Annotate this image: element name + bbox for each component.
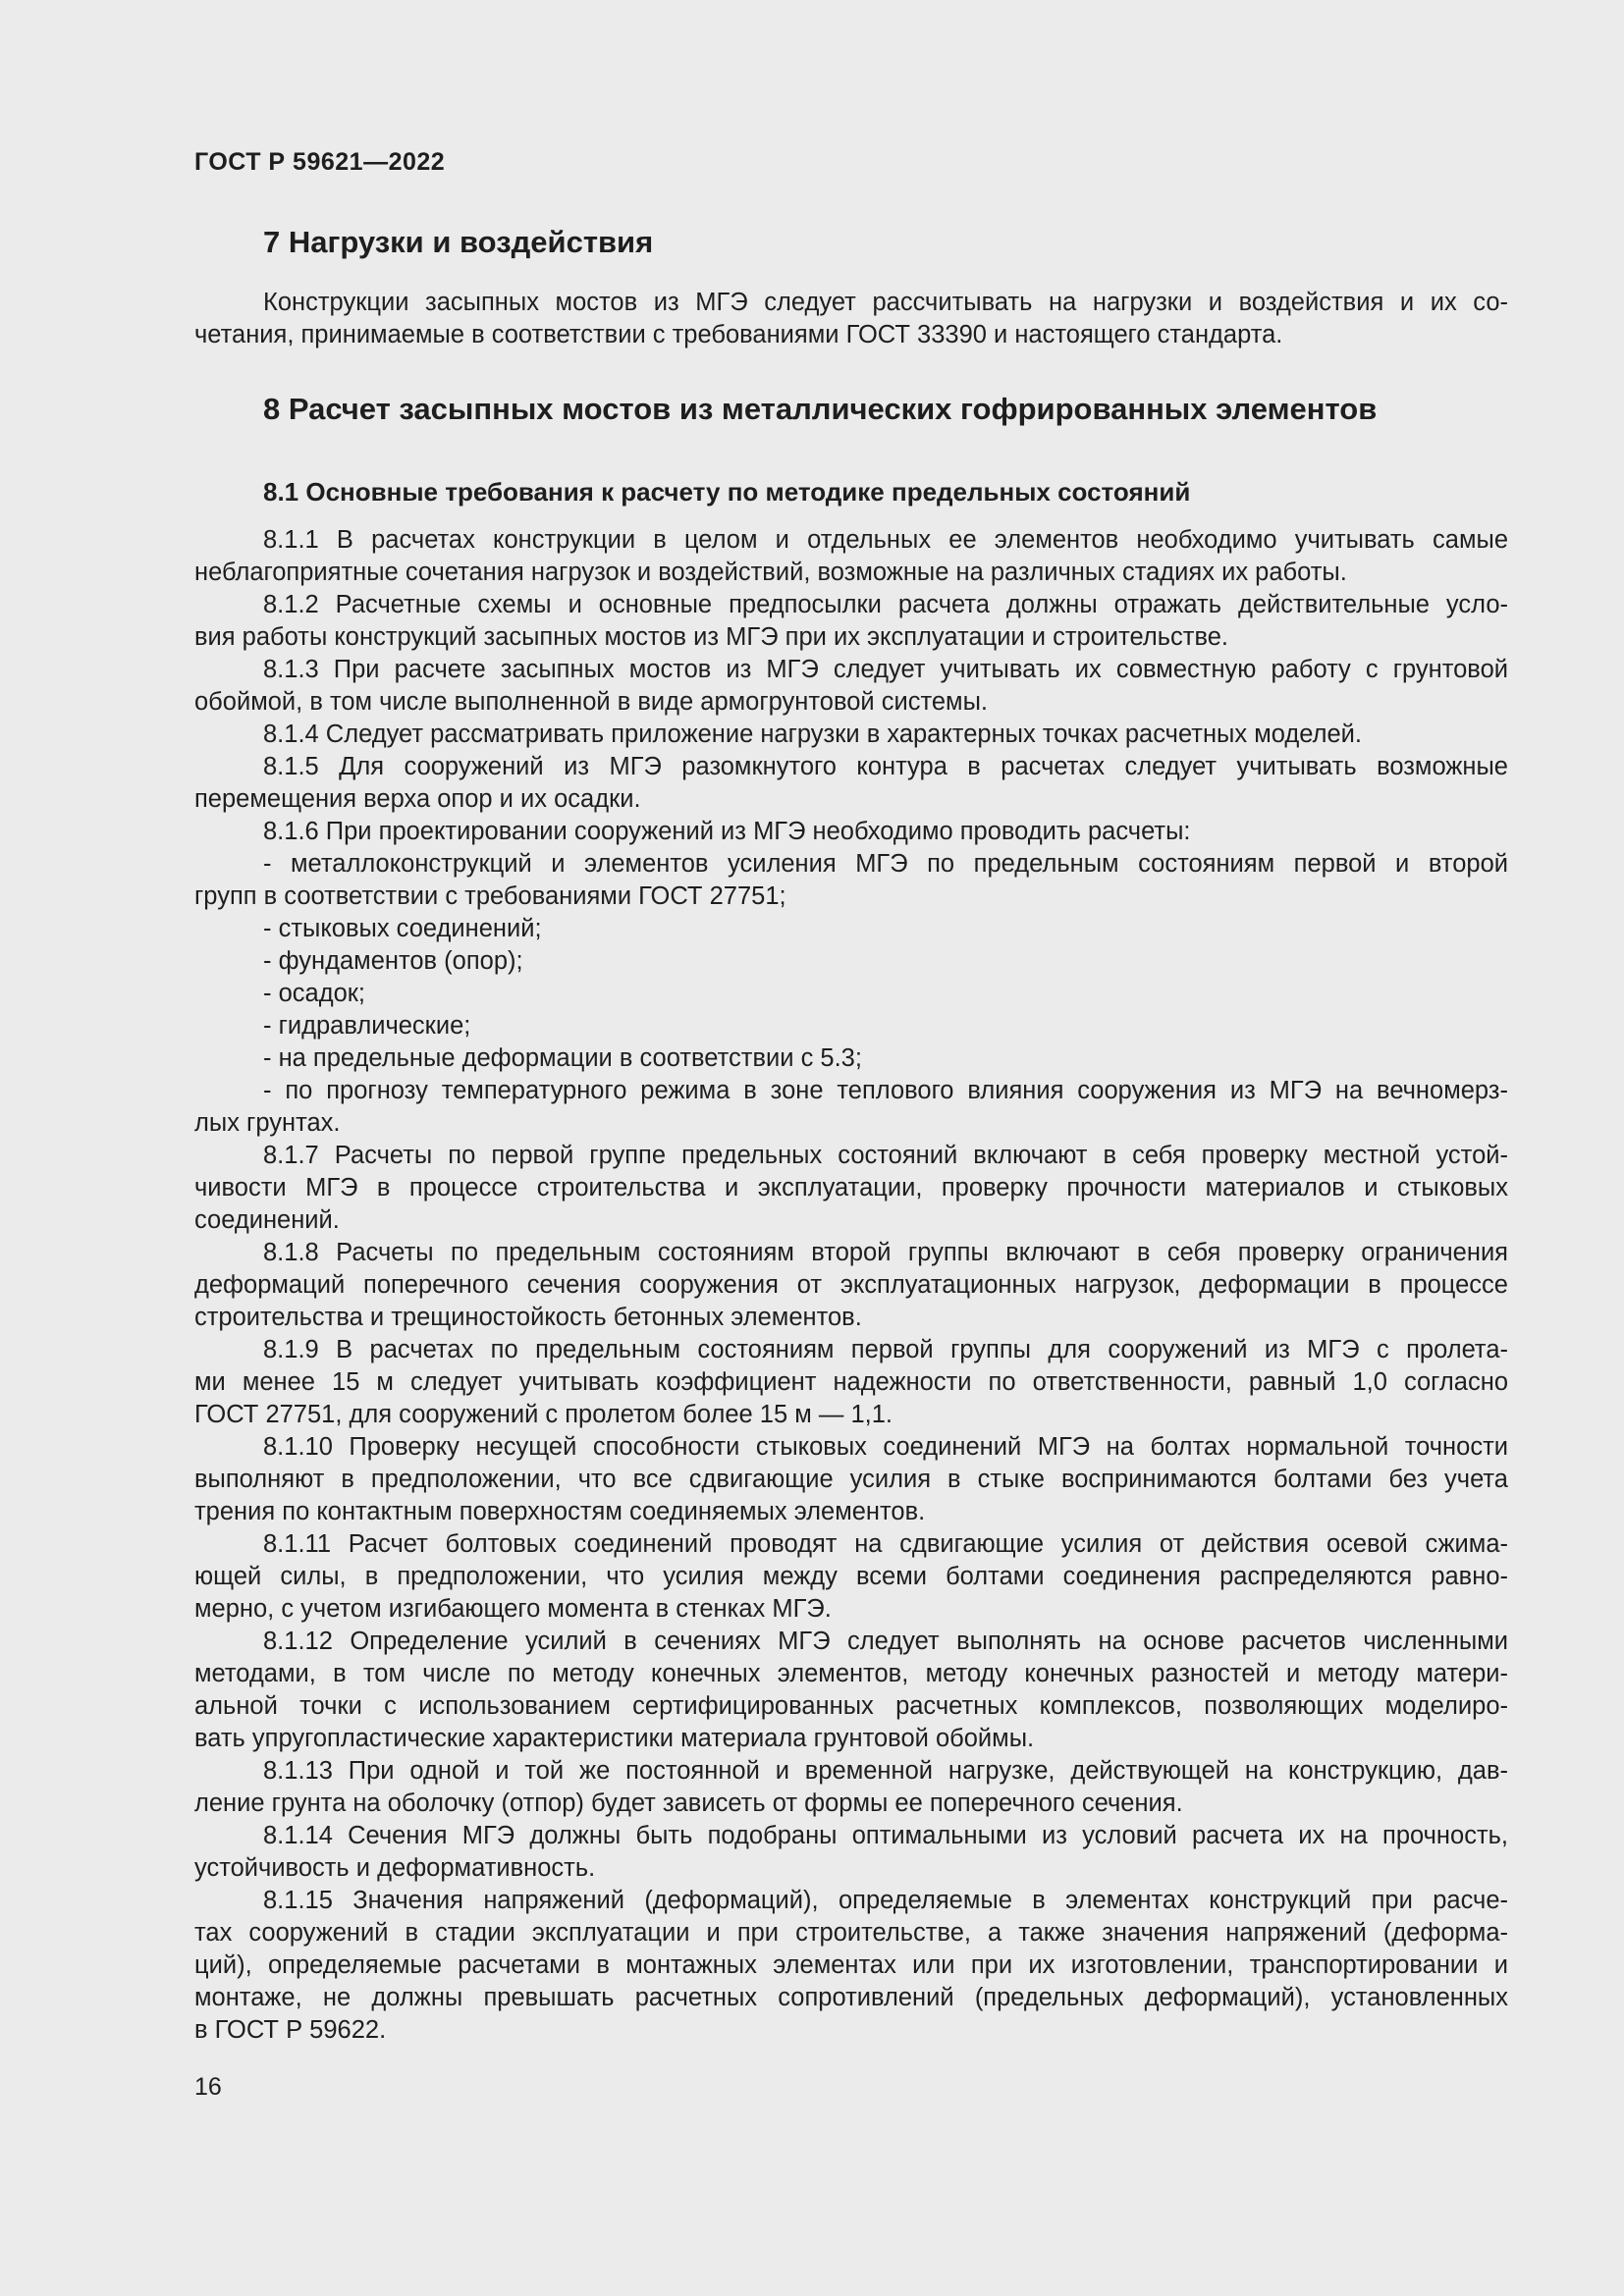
paragraph-line: 8.1.5 Для сооружений из МГЭ разомкнутого контура в расчетах следует учитывать возможные: [263, 753, 1508, 780]
paragraph-line: 8.1.15 Значения напряжений (деформаций), определяемые в элементах конструкций при расче-: [263, 1887, 1508, 1914]
list-item-line: - гидравлические;: [263, 1012, 471, 1040]
paragraph-line: вия работы конструкций засыпных мостов из МГЭ при их эксплуатации и строительстве.: [194, 623, 1228, 651]
paragraph-line: неблагоприятные сочетания нагрузок и воздействий, возможные на различных стадиях их работы.: [194, 559, 1347, 586]
paragraph-line: обоймой, в том числе выполненной в виде армогрунтовой системы.: [194, 688, 988, 716]
paragraph-line: устойчивость и деформативность.: [194, 1854, 596, 1882]
list-item-line: - стыковых соединений;: [263, 915, 542, 942]
paragraph-line: соединений.: [194, 1206, 340, 1234]
paragraph-line: 8.1.3 При расчете засыпных мостов из МГЭ следует учитывать их совместную работу с грунтовой: [263, 656, 1508, 683]
section-7-heading: 7 Нагрузки и воздействия: [263, 225, 654, 259]
paragraph-line: методами, в том числе по методу конечных элементов, методу конечных разностей и методу матери-: [194, 1660, 1508, 1687]
paragraph-line: деформаций поперечного сечения сооружения от эксплуатационных нагрузок, деформации в процессе: [194, 1271, 1508, 1299]
paragraph-line: 8.1.4 Следует рассматривать приложение нагрузки в характерных точках расчетных моделей.: [263, 721, 1362, 748]
paragraph-line: 8.1.12 Определение усилий в сечениях МГЭ следует выполнять на основе расчетов численными: [263, 1628, 1508, 1655]
paragraph-line: ющей силы, в предположении, что усилия между всеми болтами соединения распределяются равно-: [194, 1563, 1508, 1590]
paragraph-line: строительства и трещиностойкость бетонных элементов.: [194, 1304, 862, 1331]
list-item-line: - металлоконструкций и элементов усиления МГЭ по предельным состояниям первой и второй: [263, 850, 1508, 878]
paragraph-line: мерно, с учетом изгибающего момента в стенках МГЭ.: [194, 1595, 832, 1623]
paragraph-line: 8.1.7 Расчеты по первой группе предельных состояний включают в себя проверку местной устой-: [263, 1142, 1508, 1169]
document-header: ГОСТ Р 59621—2022: [194, 148, 446, 176]
paragraph-line: 8.1.1 В расчетах конструкции в целом и отдельных ее элементов необходимо учитывать самые: [263, 526, 1508, 554]
paragraph-line: 8.1.11 Расчет болтовых соединений проводят на сдвигающие усилия от действия осевой сжима-: [263, 1530, 1508, 1558]
subsection-8-1-heading: 8.1 Основные требования к расчету по методике предельных состояний: [263, 477, 1191, 507]
list-item-line: - на предельные деформации в соответствии с 5.3;: [263, 1044, 862, 1072]
list-item-line: - по прогнозу температурного режима в зоне теплового влияния сооружения из МГЭ на вечномерз-: [263, 1077, 1508, 1104]
paragraph-line: вать упругопластические характеристики материала грунтовой обоймы.: [194, 1725, 1035, 1752]
list-item-line: групп в соответствии с требованиями ГОСТ 27751;: [194, 882, 786, 910]
paragraph-line: 8.1.10 Проверку несущей способности стыковых соединений МГЭ на болтах нормальной точности: [263, 1433, 1508, 1461]
page-number: 16: [194, 2073, 222, 2101]
paragraph-line: ГОСТ 27751, для сооружений с пролетом более 15 м — 1,1.: [194, 1401, 893, 1428]
paragraph-line: тах сооружений в стадии эксплуатации и при строительстве, а также значения напряжений (деформа-: [194, 1919, 1508, 1947]
list-item-line: - осадок;: [263, 980, 365, 1007]
paragraph-line: альной точки с использованием сертифицированных расчетных комплексов, позволяющих моделиро-: [194, 1692, 1508, 1720]
paragraph-line: монтаже, не должны превышать расчетных сопротивлений (предельных деформаций), установленных: [194, 1984, 1508, 2011]
paragraph-line: ций), определяемые расчетами в монтажных элементах или при их изготовлении, транспортировании и: [194, 1951, 1508, 1979]
list-item-line: - фундаментов (опор);: [263, 947, 523, 975]
document-page: [194, 0, 1508, 2296]
paragraph-line: в ГОСТ Р 59622.: [194, 2016, 387, 2044]
paragraph-line: Конструкции засыпных мостов из МГЭ следует рассчитывать на нагрузки и воздействия и их со-: [263, 289, 1508, 316]
paragraph-line: четания, принимаемые в соответствии с требованиями ГОСТ 33390 и настоящего стандарта.: [194, 321, 1283, 348]
subsection-8-1-body: [194, 524, 1508, 2047]
paragraph-line: 8.1.2 Расчетные схемы и основные предпосылки расчета должны отражать действительные усло-: [263, 591, 1508, 618]
paragraph-line: ление грунта на оболочку (отпор) будет зависеть от формы ее поперечного сечения.: [194, 1789, 1183, 1817]
paragraph-line: 8.1.14 Сечения МГЭ должны быть подобраны оптимальными из условий расчета их на прочность,: [263, 1822, 1508, 1849]
paragraph-line: 8.1.6 При проектировании сооружений из МГЭ необходимо проводить расчеты:: [263, 818, 1191, 845]
paragraph-line: 8.1.8 Расчеты по предельным состояниям второй группы включают в себя проверку ограничения: [263, 1239, 1508, 1266]
paragraph-line: ми менее 15 м следует учитывать коэффициент надежности по ответственности, равный 1,0 согласно: [194, 1368, 1508, 1396]
list-item-line: лых грунтах.: [194, 1109, 341, 1137]
paragraph-line: чивости МГЭ в процессе строительства и эксплуатации, проверку прочности материалов и стыковых: [194, 1174, 1508, 1201]
section-8-heading: 8 Расчет засыпных мостов из металлических гофрированных элементов: [263, 392, 1378, 426]
paragraph-line: 8.1.9 В расчетах по предельным состояниям первой группы для сооружений из МГЭ с пролета-: [263, 1336, 1508, 1363]
paragraph-line: трения по контактным поверхностям соединяемых элементов.: [194, 1498, 926, 1525]
paragraph-line: 8.1.13 При одной и той же постоянной и временной нагрузке, действующей на конструкцию, дав-: [263, 1757, 1508, 1785]
paragraph-line: выполняют в предположении, что все сдвигающие усилия в стыке воспринимаются болтами без учета: [194, 1466, 1508, 1493]
paragraph-line: перемещения верха опор и их осадки.: [194, 785, 641, 813]
section-7-body: [194, 287, 1508, 351]
